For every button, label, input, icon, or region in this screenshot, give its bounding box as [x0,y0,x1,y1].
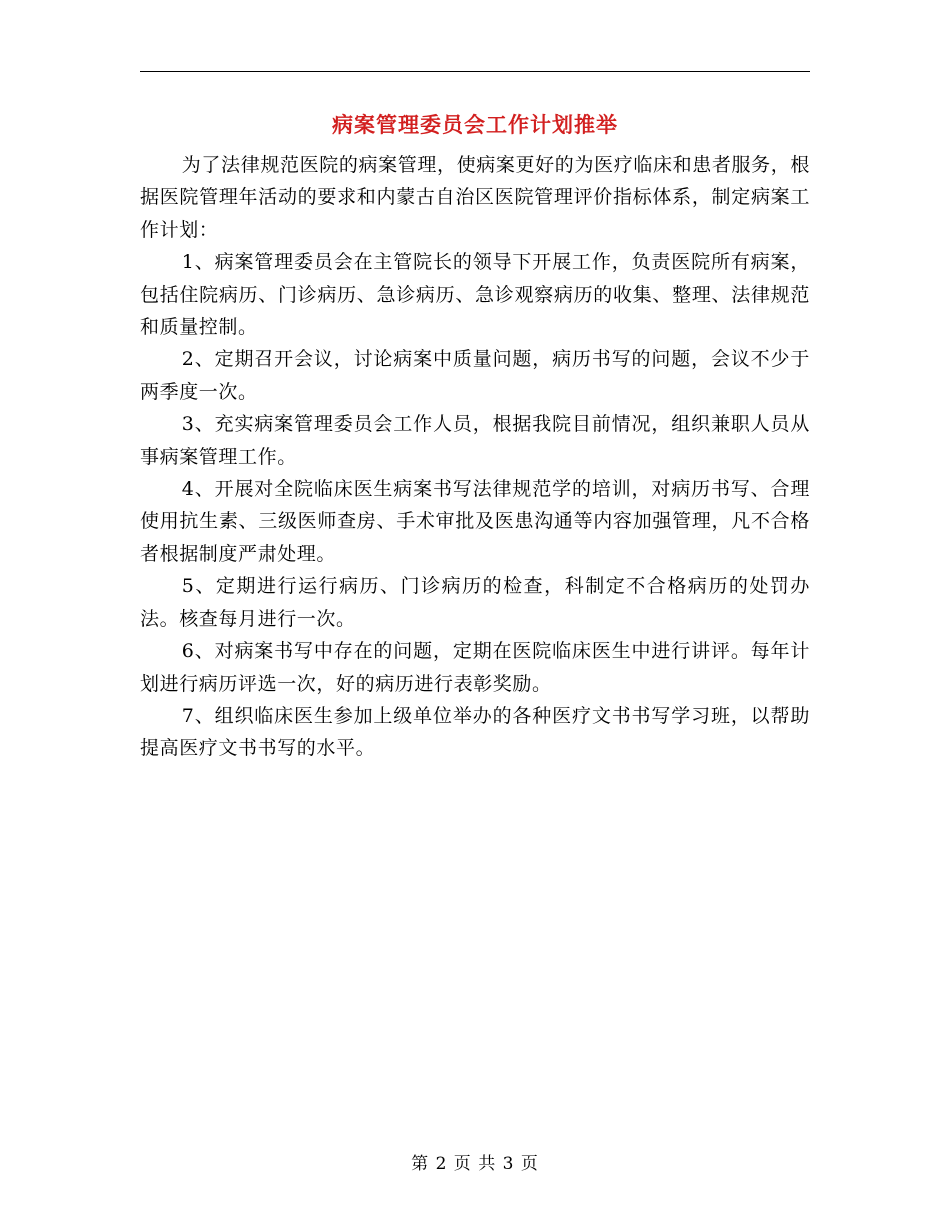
document-body [140,149,810,765]
paragraph-item-7: 7、组织临床医生参加上级单位举办的各种医疗文书书写学习班，以帮助提高医疗文书书写的水平。 [140,704,810,760]
paragraph-item-6: 6、对病案书写中存在的问题，定期在医院临床医生中进行讲评。每年计划进行病历评选一次，好的病历进行表彰奖励。 [140,640,810,695]
document-title: 病案管理委员会工作计划推举 [332,112,618,137]
paragraph-intro: 为了法律规范医院的病案管理，使病案更好的为医疗临床和患者服务，根据医院管理年活动的要求和内蒙古自治区医院管理评价指标体系，制定病案工作计划： [140,154,810,241]
paragraph-item-1: 1、病案管理委员会在主管院长的领导下开展工作，负责医院所有病案，包括住院病历、门诊病历、急诊病历、急诊观察病历的收集、整理、法律规范和质量控制。 [140,251,810,339]
paragraph-item-5: 5、定期进行运行病历、门诊病历的检查，科制定不合格病历的处罚办法。核查每月进行一次。 [140,575,810,630]
page-number-footer: 第 2 页 共 3 页 [411,1154,539,1174]
paragraph-item-3: 3、充实病案管理委员会工作人员，根据我院目前情况，组织兼职人员从事病案管理工作。 [140,413,810,468]
paragraph-item-2: 2、定期召开会议，讨论病案中质量问题，病历书写的问题，会议不少于两季度一次。 [140,348,810,403]
header-rule [140,71,810,72]
paragraph-item-4: 4、开展对全院临床医生病案书写法律规范学的培训，对病历书写、合理使用抗生素、三级医师查房、手术审批及医患沟通等内容加强管理，凡不合格者根据制度严肃处理。 [140,478,810,565]
